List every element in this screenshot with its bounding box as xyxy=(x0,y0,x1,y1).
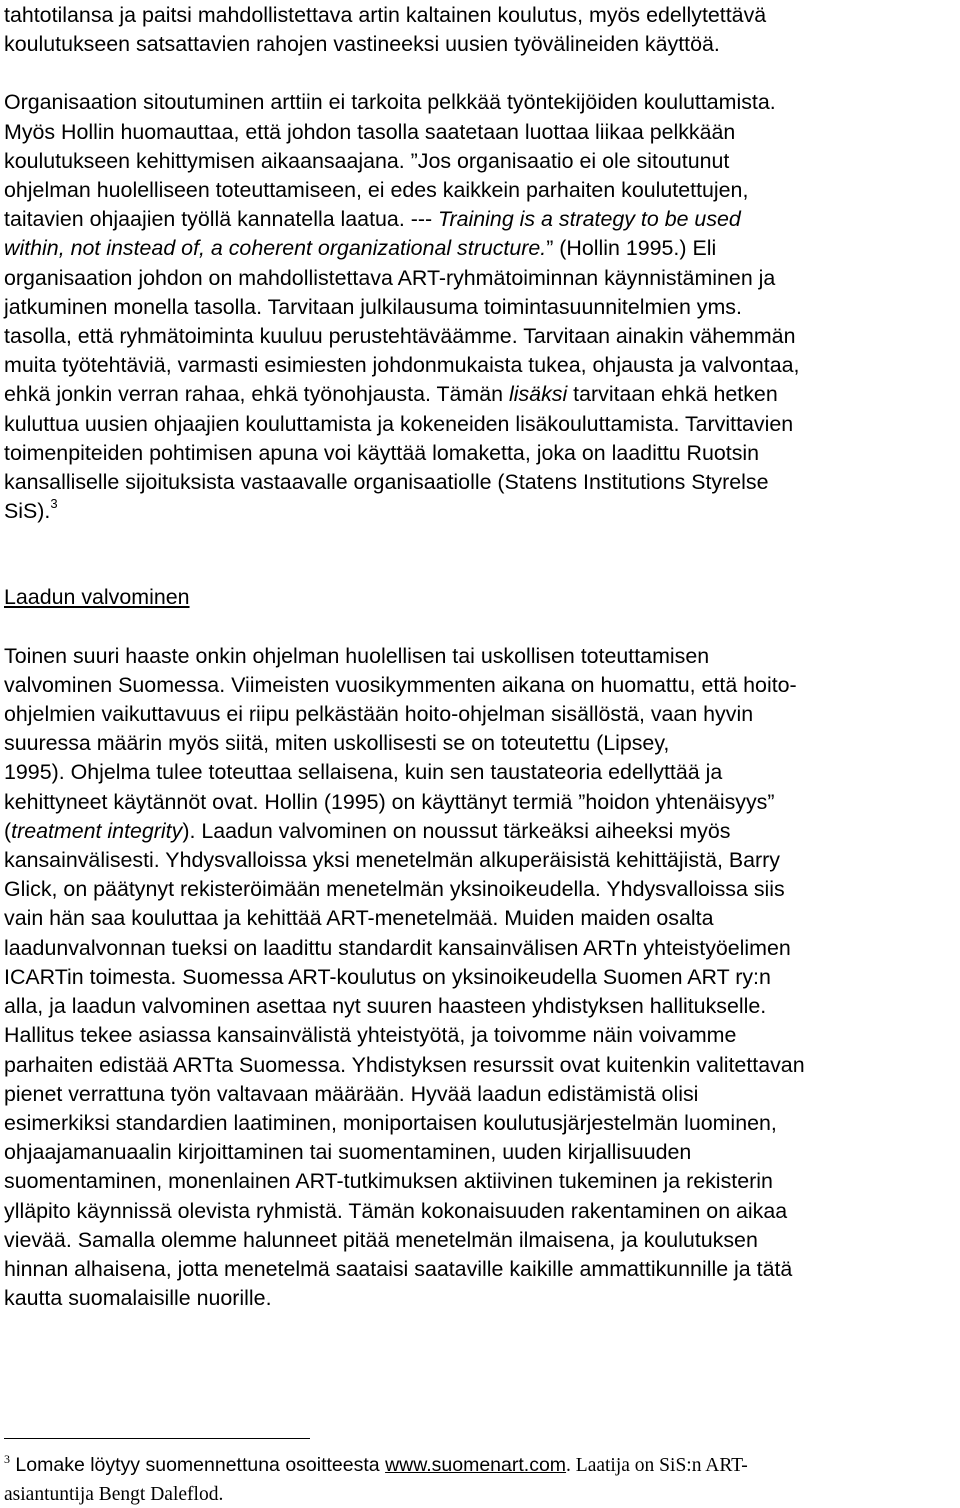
text-line xyxy=(4,234,956,263)
text-line: ohjelmien vaikuttavuus ei riipu pelkästään hoito-ohjelman sisällöstä, vaan hyvin xyxy=(4,702,754,727)
text-line: Hallitus tekee asiassa kansainvälistä yhteistyötä, ja toivomme näin voivamme xyxy=(4,1023,737,1048)
text-line: organisaation johdon on mahdollistettava ART-ryhmätoiminnan käynnistäminen ja xyxy=(4,265,776,290)
text-run: SiS). xyxy=(4,499,51,524)
text-line: koulutukseen kehittymisen aikaansaajana. ”Jos organisaatio ei ole sitoutunut xyxy=(4,148,730,173)
paragraph-quality-control xyxy=(4,642,956,1314)
text-line: Toinen suuri haaste onkin ohjelman huolellisen tai uskollisen toteuttamisen xyxy=(4,643,710,668)
text-run: taitavien ohjaajien työllä kannatella laatua. --- xyxy=(4,207,433,232)
text-line: koulutukseen satsattavien rahojen vastineeksi uusien työvälineiden käyttöä. xyxy=(4,32,720,57)
text-line: ICARTin toimesta. Suomessa ART-koulutus on yksinoikeudella Suomen ART ry:n xyxy=(4,964,771,989)
paragraph-continued xyxy=(4,1,956,59)
text-line: suomentaminen, monenlainen ART-tutkimuksen aktiivinen tukeminen ja rekisterin xyxy=(4,1169,773,1194)
section-heading: Laadun valvominen xyxy=(4,585,190,610)
footnote-text: Lomake löytyy suomennettuna osoitteesta xyxy=(10,1454,386,1476)
footnote-marker: 3 xyxy=(4,1452,10,1466)
text-line: Glick, on päätynyt rekisteröimään menetelmän yksinoikeudella. Yhdysvalloissa siis xyxy=(4,877,785,902)
text-line: Myös Hollin huomauttaa, että johdon tasolla saatetaan luottaa liikaa pelkkään xyxy=(4,119,736,144)
text-line: muita työtehtäviä, varmasti esimiesten johdonmukaista tukea, ohjausta ja valvontaa, xyxy=(4,353,800,378)
text-line: jatkuminen monella tasolla. Tarvitaan julkilausuma toimintasuunnitelmien yms. xyxy=(4,294,742,319)
text-line: ohjaajamanuaalin kirjoittaminen tai suomentaminen, uuden kirjallisuuden xyxy=(4,1140,692,1165)
footnote-line xyxy=(4,1452,956,1481)
footnote xyxy=(4,1452,956,1508)
text-run: ). Laadun valvominen on noussut tärkeäksi aiheeksi myös xyxy=(182,818,731,843)
italic-word: lisäksi xyxy=(508,382,568,407)
text-line: parhaiten edistää ARTta Suomessa. Yhdistyksen resurssit ovat kuitenkin valitettavan xyxy=(4,1052,805,1077)
text-line: kehittyneet käytännöt ovat. Hollin (1995) on käyttänyt termiä ”hoidon yhtenäisyys” xyxy=(4,789,775,814)
text-line xyxy=(4,817,956,846)
text-line: Organisaation sitoutuminen arttiin ei tarkoita pelkkää työntekijöiden kouluttamista. xyxy=(4,90,776,115)
text-line: kansalliselle sijoituksista vastaavalle organisaatiolle (Statens Institutions Styrelse xyxy=(4,470,769,495)
italic-quote: Training is a strategy to be used xyxy=(432,207,741,232)
text-line: ohjelman huolelliseen toteuttamiseen, ei edes kaikkein parhaiten koulutettujen, xyxy=(4,178,749,203)
text-line: ylläpito käynnissä olevista ryhmistä. Tämän kokonaisuuden rakentaminen on aikaa xyxy=(4,1198,788,1223)
paragraph-organisational-commitment xyxy=(4,88,956,526)
citation: ” (Hollin 1995.) Eli xyxy=(546,236,717,261)
italic-term: treatment integrity xyxy=(11,818,183,843)
text-line: tahtotilansa ja paitsi mahdollistettava artin kaltainen koulutus, myös edellytettävä xyxy=(4,3,767,27)
text-line: alla, ja laadun valvominen asettaa nyt suuren haasteen yhdistyksen hallitukselle. xyxy=(4,994,767,1019)
italic-quote: within, not instead of, a coherent organizational structure. xyxy=(4,236,547,261)
text-line: tasolla, että ryhmätoiminta kuuluu perustehtäväämme. Tarvitaan ainakin vähemmän xyxy=(4,324,796,349)
text-line xyxy=(4,205,956,234)
text-line: suuressa määrin myös siitä, miten uskollisesti se on toteutettu (Lipsey, xyxy=(4,731,670,756)
document-page xyxy=(4,0,956,1313)
text-run: ehkä jonkin verran rahaa, ehkä työnohjausta. Tämän xyxy=(4,382,509,407)
text-line: valvominen Suomessa. Viimeisten vuosikymmenten aikana on huomattu, että hoito- xyxy=(4,672,797,697)
text-line: toimenpiteiden pohtimisen apuna voi käyttää lomaketta, joka on laadittu Ruotsin xyxy=(4,440,760,465)
text-line: kansainvälisesti. Yhdysvalloissa yksi menetelmän alkuperäisistä kehittäjistä, Barry xyxy=(4,848,780,873)
footnote-text: . Laatija on SiS:n ART- xyxy=(566,1455,748,1476)
text-run: tarvitaan ehkä hetken xyxy=(567,382,778,407)
text-line: pienet verrattuna työn valtavaan määrään. Hyvää laadun edistämistä olisi xyxy=(4,1081,699,1106)
text-line xyxy=(4,380,956,409)
text-line: 1995). Ohjelma tulee toteuttaa sellaisena, kuin sen taustateoria edellyttää ja xyxy=(4,760,723,785)
footnote-separator xyxy=(4,1438,310,1439)
text-line: laadunvalvonnan tueksi on laadittu standardit kansainvälisen ARTn yhteistyöelimen xyxy=(4,935,791,960)
text-run: ( xyxy=(4,818,12,843)
text-line xyxy=(4,497,956,526)
footnote-link[interactable]: www.suomenart.com xyxy=(385,1454,567,1476)
footnote-line: asiantuntija Bengt Daleflod. xyxy=(4,1484,224,1505)
text-line: hinnan alhaisena, jotta menetelmä saataisi saataville kaikille ammattikunnille ja tätä xyxy=(4,1256,793,1281)
footnote-reference[interactable]: 3 xyxy=(50,496,58,512)
text-line: vievää. Samalla olemme halunneet pitää menetelmän ilmaisena, ja koulutuksen xyxy=(4,1227,758,1252)
text-line: vain hän saa kouluttaa ja kehittää ART-menetelmää. Muiden maiden osalta xyxy=(4,906,714,931)
text-line: esimerkiksi standardien laatiminen, moniportaisen koulutusjärjestelmän luominen, xyxy=(4,1110,777,1135)
text-line: kautta suomalaisille nuorille. xyxy=(4,1286,272,1311)
text-line: kuluttua uusien ohjaajien kouluttamista ja kokeneiden lisäkouluttamista. Tarvittavien xyxy=(4,411,794,436)
